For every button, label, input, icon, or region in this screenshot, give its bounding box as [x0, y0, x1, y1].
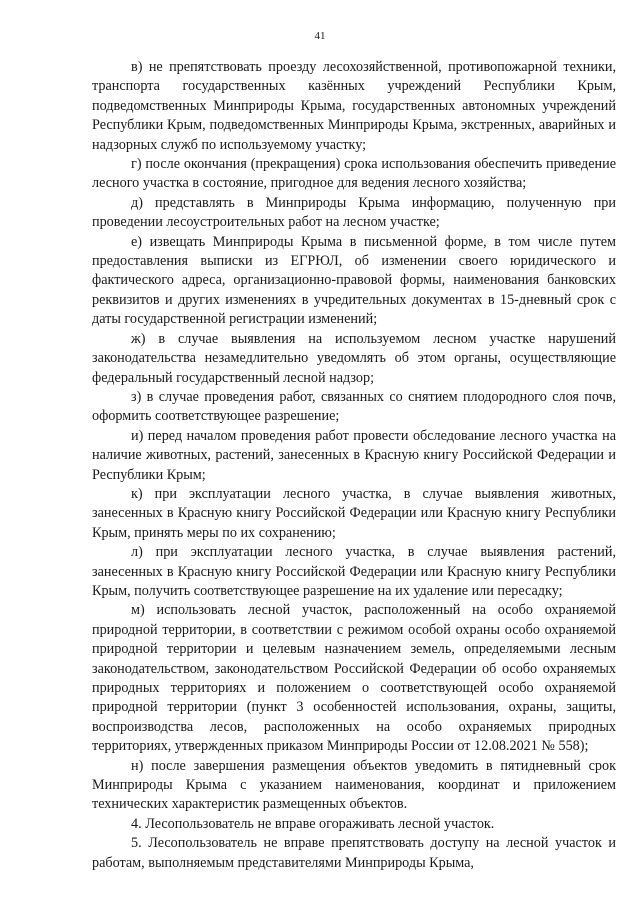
page-number: 41 — [314, 30, 326, 42]
paragraph-e: е) извещать Минприроды Крыма в письменной форме, в том числе путем предоставления выписки из ЕГРЮЛ, об изменении своего юридического и фактического адреса, организационно-правовой формы, наименования банковских реквизитов и других изменениях в учредительных документах в 15-дневный срок с даты государственной регистрации изменений; — [92, 233, 616, 328]
paragraph-z: з) в случае проведения работ, связанных со снятием плодородного слоя почв, оформить соответствующее разрешение; — [92, 388, 616, 425]
paragraph-k: к) при эксплуатации лесного участка, в случае выявления животных, занесенных в Красную книгу Российской Федерации или Красную книгу Республики Крым, принять меры по их сохранению; — [92, 485, 616, 541]
paragraph-v: в) не препятствовать проезду лесохозяйственной, противопожарной техники, транспорта государственных казённых учреждений Республики Крым, подведомственных Минприроды Крыма, государственных автономных учреждений Республики Крым, подведомственных Минприроды Крыма, экстренных, аварийных и надзорных служб по используемому участку; — [92, 59, 616, 153]
clause-4: 4. Лесопользователь не вправе огораживать лесной участок. — [131, 815, 495, 832]
paragraph-zh: ж) в случае выявления на используемом лесном участке нарушений законодательства незамедлительно уведомлять об этом органы, осуществляющие федеральный государственный лесной надзор; — [92, 330, 616, 386]
document-body — [92, 58, 616, 873]
paragraph-g: г) после окончания (прекращения) срока использования обеспечить приведение лесного участка в состояние, пригодное для ведения лесного хозяйства; — [92, 156, 616, 192]
paragraph-n: н) после завершения размещения объектов уведомить в пятидневный срок Минприроды Крыма с указанием наименования, координат и приложением технических характеристик размещенных объектов. — [92, 757, 616, 813]
paragraph-l: л) при эксплуатации лесного участка, в случае выявления растений, занесенных в Красную книгу Российской Федерации или Красную книгу Республики Крым, получить соответствующее разрешение на их удаление или пересадку; — [92, 544, 616, 599]
paragraph-i: и) перед началом проведения работ провести обследование лесного участка на наличие животных, растений, занесенных в Красную книгу Российской Федерации и Республики Крым; — [92, 427, 616, 483]
clause-5: 5. Лесопользователь не вправе препятствовать доступу на лесной участок и работам, выполняемым представителями Минприроды Крыма, — [92, 835, 616, 871]
paragraph-d: д) представлять в Минприроды Крыма информацию, полученную при проведении лесоустроительных работ на лесном участке; — [92, 194, 616, 231]
paragraph-m: м) использовать лесной участок, расположенный на особо охраняемой природной территории, в соответствии с режимом особой охраны особо охраняемой природной территории и целевым назначением земель, определяемыми лесным законодательством, законодательством Российской Федерации об особо охраняемых природных территориях и положением о соответствующей особо охраняемой природной территории (пункт 3 особенностей использования, охраны, защиты, воспроизводства лесов, расположенных на особо охраняемых природных территориях, утвержденных приказом Минприроды России от 12.08.2021 № 558); — [92, 602, 616, 755]
